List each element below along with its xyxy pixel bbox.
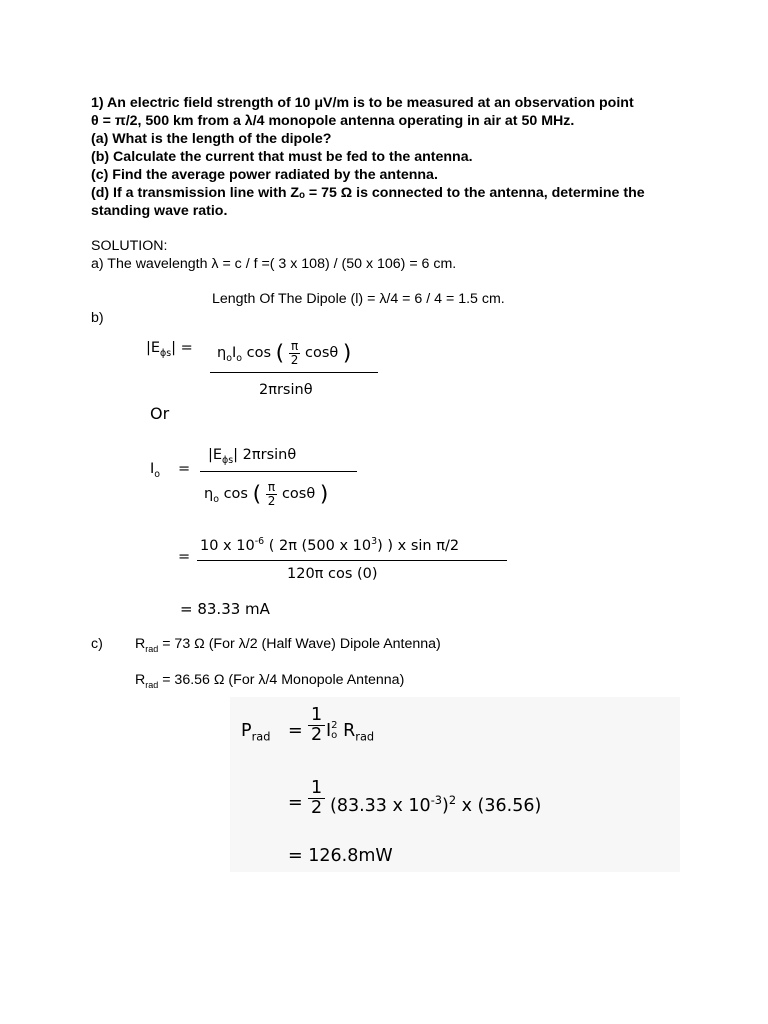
eq1-lhs: $|E_{\phi s}|$ = — [146, 340, 193, 359]
dipole-length: Length Of The Dipole (l) = λ/4 = 6 / 4 = 1.5 cm. — [212, 291, 505, 307]
power-equation-image — [230, 697, 680, 872]
half-fraction-2: 1 2 — [308, 780, 325, 817]
eq2-numerator: $|E_{\phi s}|$ 2πrsinθ — [208, 447, 297, 466]
part-c-label: c) — [91, 636, 103, 652]
eq3-numerator: 10 x $10^{-6}$ ( 2π (500 x $10^3$) ) x sin π/2 — [200, 536, 460, 554]
part-a-wavelength: a) The wavelength λ = c / f =( 3 x 108) / (50 x 106) = 6 cm. — [91, 256, 457, 272]
eq1-numerator: $\eta_oI_o$ cos ( $\frac{\pi}{2}$ cosθ ) — [217, 339, 352, 367]
eq3-equals: = — [178, 549, 191, 565]
part-b-label: b) — [91, 310, 104, 326]
eq2-fraction-bar — [200, 471, 357, 472]
eq2-equals: = — [178, 461, 191, 477]
eq1-fraction-bar — [210, 372, 378, 373]
power-lhs: $P_{rad}$ — [241, 721, 271, 744]
half-fraction: 1 2 — [308, 707, 325, 744]
eq1-denominator: 2πrsinθ — [259, 382, 313, 398]
solution-heading: SOLUTION: — [91, 238, 168, 254]
eq2-lhs: $I_o$ — [150, 461, 161, 480]
r-rad-monopole: $R_{rad} = 36.56$ Ω (For λ/4 Monopole Antenna) — [135, 672, 405, 690]
current-result: = 83.33 mA — [180, 600, 270, 618]
power-result: = 126.8mW — [288, 846, 393, 866]
eq2-denominator: $\eta_o$ cos ( $\frac{\pi}{2}$ cosθ ) — [204, 480, 329, 508]
power-equals: = — [288, 721, 303, 741]
eq3-denominator: 120π cos (0) — [287, 566, 378, 582]
problem-line-1: 1) An electric field strength of 10 μV/m is to be measured at an observation point — [91, 95, 634, 111]
question-c: (c) Find the average power radiated by the antenna. — [91, 167, 438, 183]
problem-line-2: θ = π/2, 500 km from a λ/4 monopole antenna operating in air at 50 MHz. — [91, 113, 575, 129]
or-label: Or — [150, 404, 170, 423]
question-a: (a) What is the length of the dipole? — [91, 131, 332, 147]
r-rad-half-wave: $R_{rad} = 73$ Ω (For λ/2 (Half Wave) Dipole Antenna) — [135, 636, 441, 654]
eq3-fraction-bar — [197, 560, 507, 561]
power-equals-2: = — [288, 793, 303, 813]
question-b: (b) Calculate the current that must be fed to the antenna. — [91, 149, 473, 165]
question-d: (d) If a transmission line with Zₒ = 75 Ω is connected to the antenna, determine the — [91, 185, 645, 201]
power-substitution: (83.33 x $10^{-3})^2$ x (36.56) — [330, 793, 542, 816]
question-d-cont: standing wave ratio. — [91, 203, 228, 219]
power-rhs: I 2 o $R_{rad}$ — [326, 720, 375, 744]
